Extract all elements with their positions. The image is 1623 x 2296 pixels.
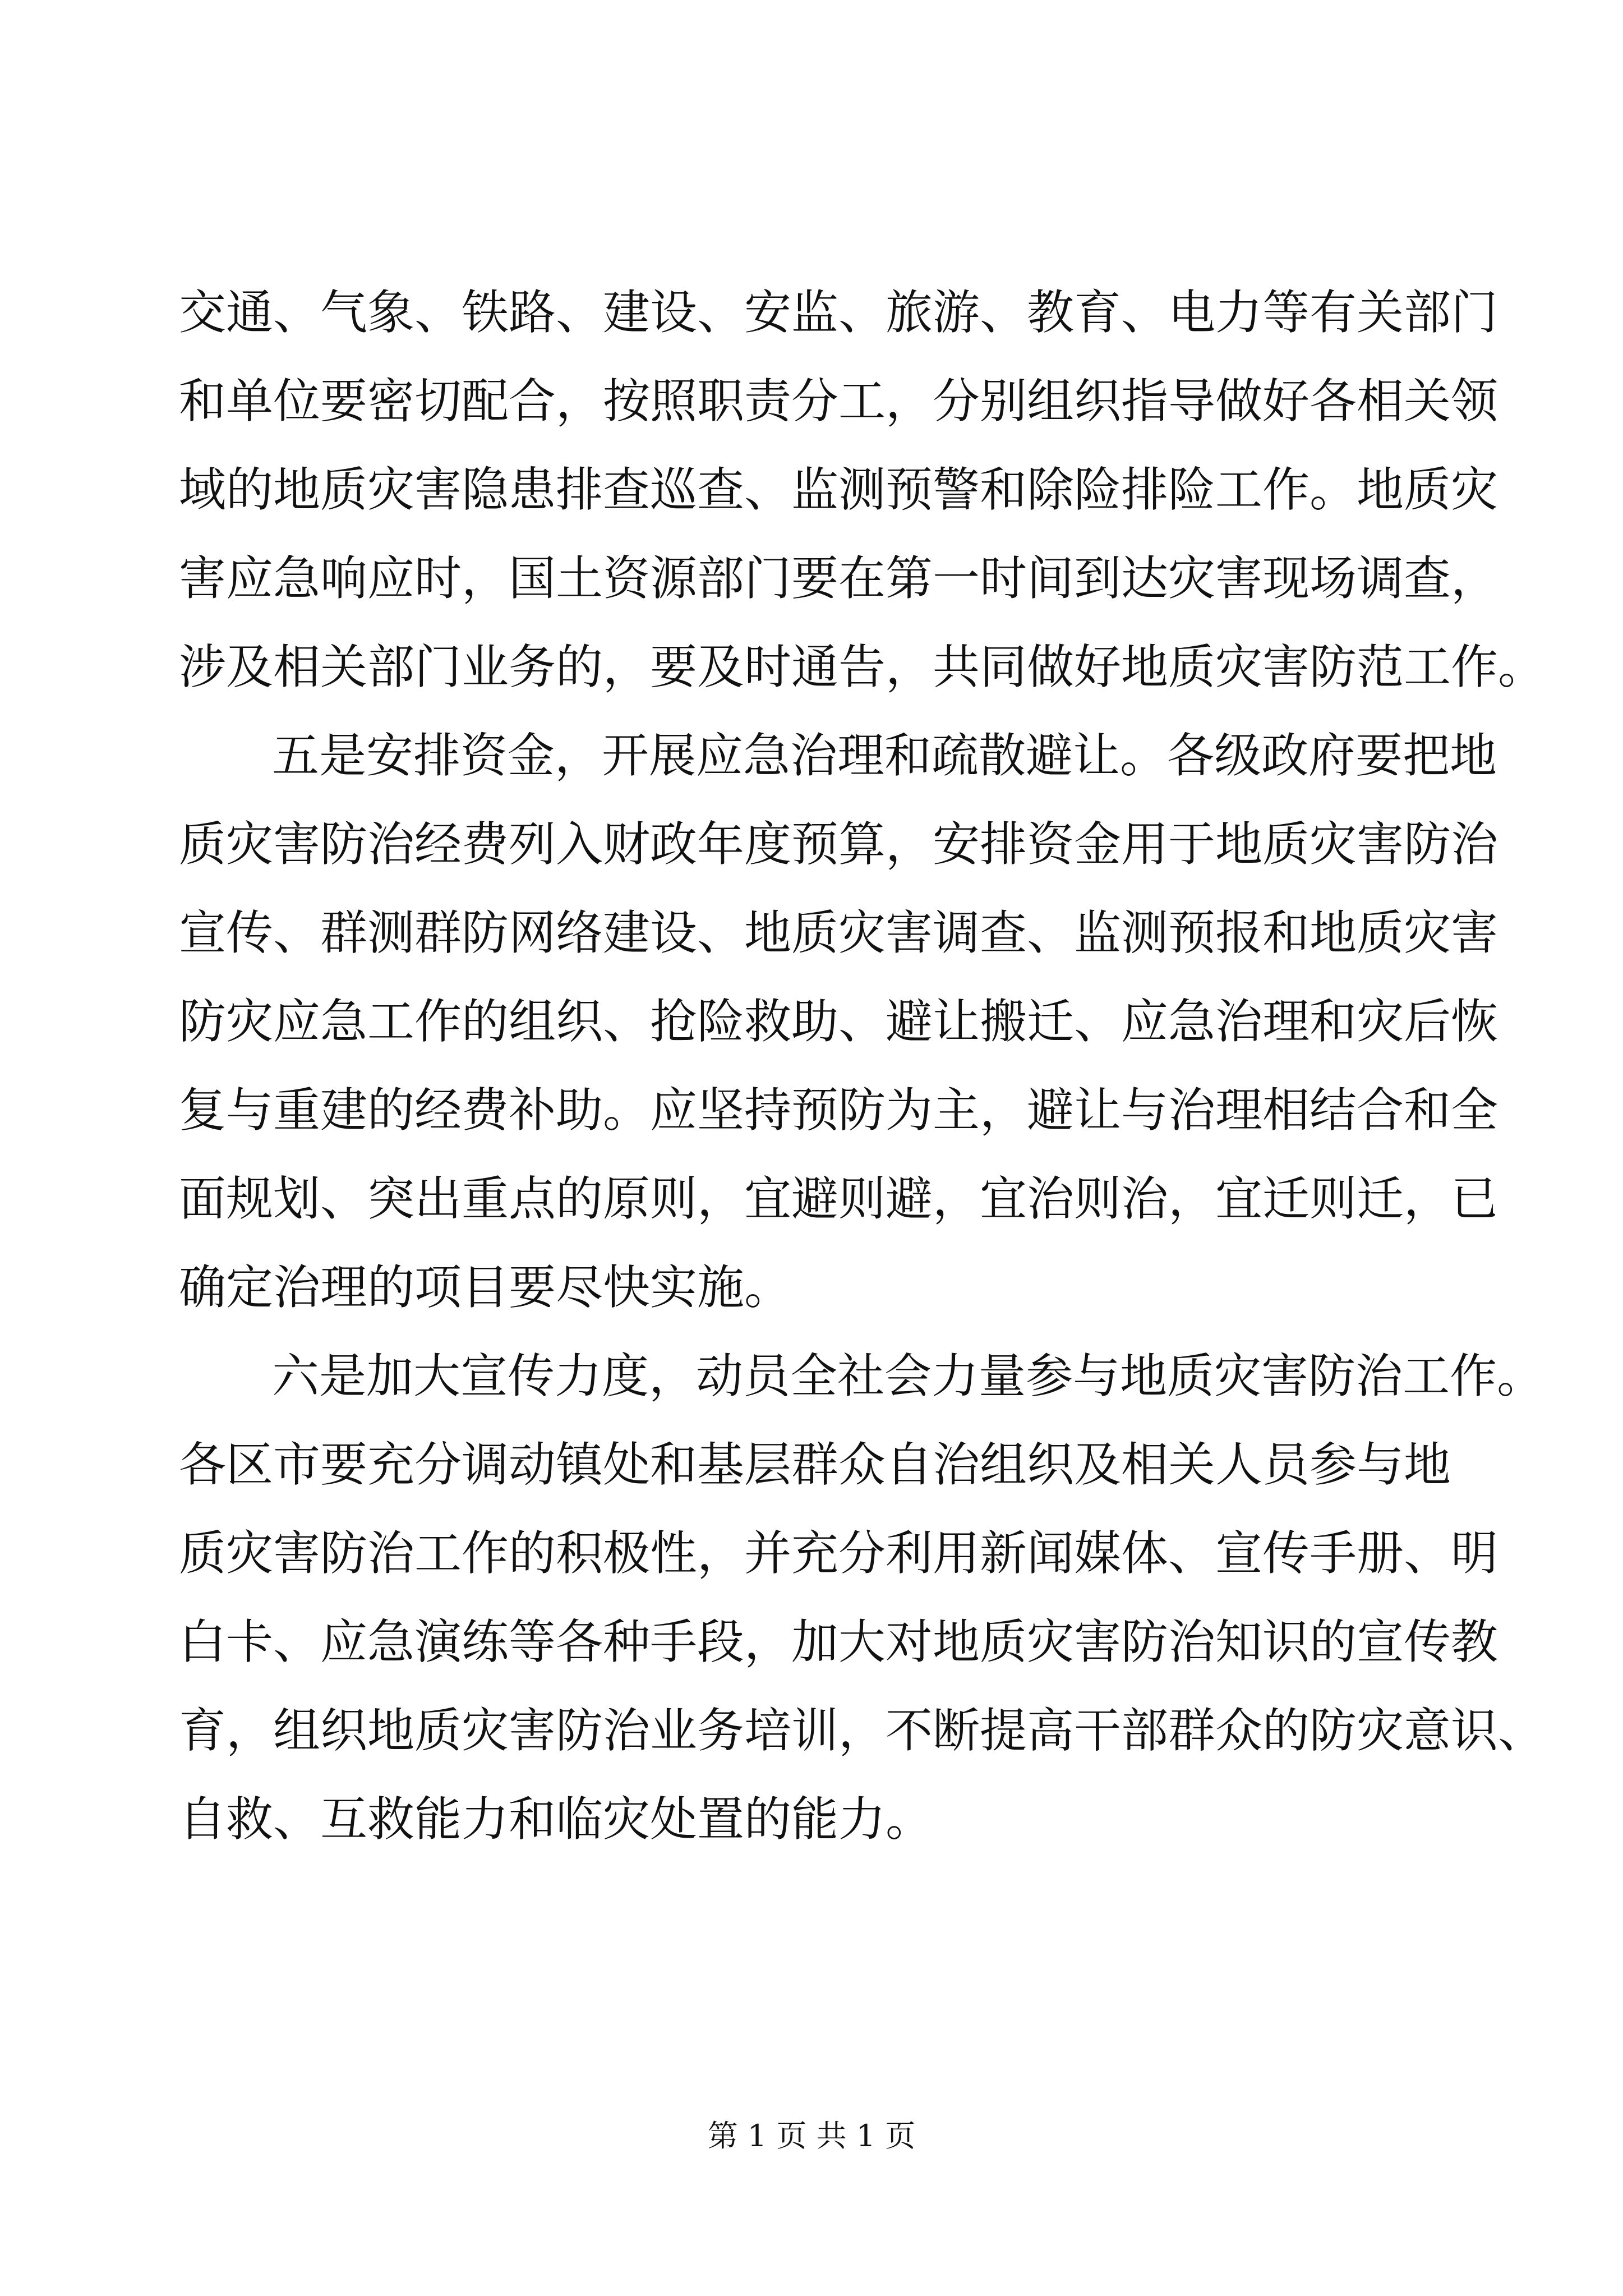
document-body xyxy=(179,268,1546,1864)
text-line: 交通、气象、铁路、建设、安监、旅游、教育、电力等有关部门 xyxy=(179,285,1498,340)
text-line: 面规划、突出重点的原则，宜避则避，宜治则治，宜迁则迁，已 xyxy=(179,1171,1498,1226)
text-line: 宣传、群测群防网络建设、地质灾害调查、监测预报和地质灾害 xyxy=(179,905,1498,960)
paragraph-continued xyxy=(179,268,1546,711)
text-line: 各区市要充分调动镇处和基层群众自治组织及相关人员参与地 xyxy=(179,1437,1451,1492)
text-line: 自救、互救能力和临灾处置的能力。 xyxy=(179,1792,933,1847)
text-line: 五是安排资金，开展应急治理和疏散避让。各级政府要把地 xyxy=(272,728,1497,783)
text-line: 和单位要密切配合，按照职责分工，分别组织指导做好各相关领 xyxy=(179,374,1498,429)
text-line: 防灾应急工作的组织、抢险救助、避让搬迁、应急治理和灾后恢 xyxy=(179,994,1498,1049)
text-line: 确定治理的项目要尽快实施。 xyxy=(179,1260,792,1315)
text-line: 质灾害防治工作的积极性，并充分利用新闻媒体、宣传手册、明 xyxy=(179,1526,1498,1581)
text-line: 育，组织地质灾害防治业务培训，不断提高干部群众的防灾意识、 xyxy=(179,1703,1546,1758)
text-line: 白卡、应急演练等各种手段，加大对地质灾害防治知识的宣传教 xyxy=(179,1614,1498,1669)
text-line: 复与重建的经费补助。应坚持预防为主，避让与治理相结合和全 xyxy=(179,1083,1498,1138)
text-line: 害应急响应时，国土资源部门要在第一时间到达灾害现场调查， xyxy=(179,551,1498,606)
text-line: 六是加大宣传力度，动员全社会力量参与地质灾害防治工作。 xyxy=(272,1349,1544,1404)
text-line: 域的地质灾害隐患排查巡查、监测预警和除险排险工作。地质灾 xyxy=(179,462,1498,517)
page-footer: 第 1 页 共 1 页 xyxy=(707,2118,916,2154)
text-line: 涉及相关部门业务的，要及时通告，共同做好地质灾害防范工作。 xyxy=(179,639,1546,694)
text-line: 质灾害防治经费列入财政年度预算，安排资金用于地质灾害防治 xyxy=(179,817,1498,872)
paragraph-six xyxy=(179,1332,1546,1864)
paragraph-five xyxy=(179,711,1498,1332)
